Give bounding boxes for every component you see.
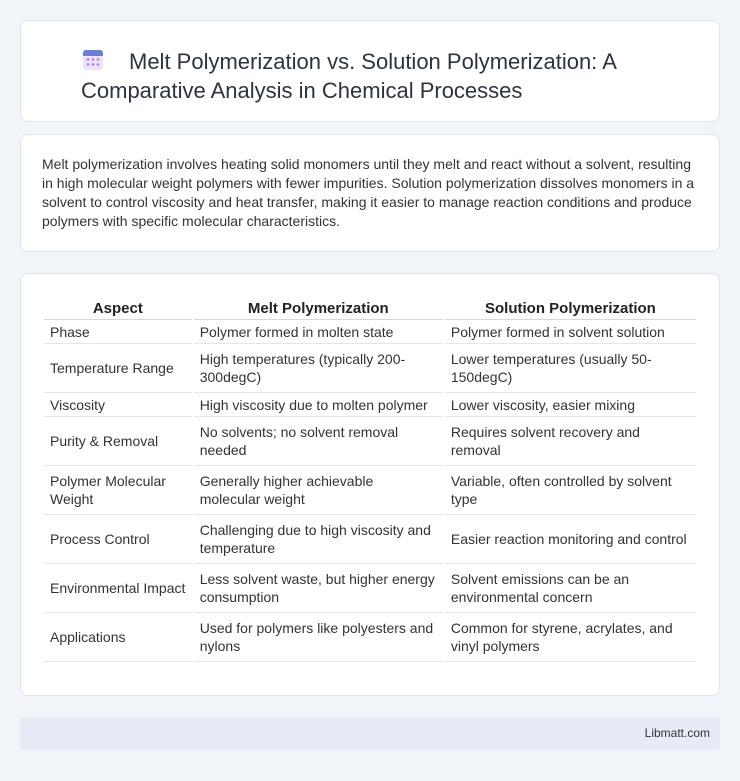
solution-cell: Lower viscosity, easier mixing bbox=[445, 393, 696, 417]
table-row bbox=[44, 320, 696, 344]
calendar-grid-icon bbox=[81, 48, 105, 72]
melt-cell: Generally higher achievable molecular weight bbox=[194, 466, 443, 515]
melt-cell: Challenging due to high viscosity and temperature bbox=[194, 515, 443, 564]
page-title: Melt Polymerization vs. Solution Polymerization: A Comparative Analysis in Chemical Processes bbox=[81, 49, 616, 103]
aspect-cell: Process Control bbox=[44, 515, 192, 564]
aspect-cell: Phase bbox=[44, 320, 192, 344]
summary-card bbox=[20, 134, 720, 252]
summary-text: Melt polymerization involves heating solid monomers until they melt and react without a solvent, resulting in high molecular weight polymers with fewer impurities. Solution polymerization dissolves monomers in a solvent to control viscosity and heat transfer, making it easier to manage reaction conditions and produce polymers with specific molecular characteristics. bbox=[42, 156, 695, 229]
footer-site-link[interactable]: Libmatt.com bbox=[644, 726, 710, 740]
melt-cell: Polymer formed in molten state bbox=[194, 320, 443, 344]
header-aspect: Aspect bbox=[44, 296, 192, 320]
table-row bbox=[44, 344, 696, 393]
table-row bbox=[44, 417, 696, 466]
aspect-cell: Applications bbox=[44, 613, 192, 662]
header-melt: Melt Polymerization bbox=[194, 296, 443, 320]
melt-cell: High viscosity due to molten polymer bbox=[194, 393, 443, 417]
solution-cell: Easier reaction monitoring and control bbox=[445, 515, 696, 564]
aspect-cell: Environmental Impact bbox=[44, 564, 192, 613]
aspect-cell: Viscosity bbox=[44, 393, 192, 417]
aspect-cell: Purity & Removal bbox=[44, 417, 192, 466]
solution-cell: Polymer formed in solvent solution bbox=[445, 320, 696, 344]
title-row bbox=[81, 47, 681, 105]
table-row bbox=[44, 393, 696, 417]
melt-cell: Used for polymers like polyesters and nylons bbox=[194, 613, 443, 662]
melt-cell: No solvents; no solvent removal needed bbox=[194, 417, 443, 466]
table-row bbox=[44, 613, 696, 662]
melt-cell: High temperatures (typically 200-300degC) bbox=[194, 344, 443, 393]
title-card bbox=[20, 20, 720, 122]
header-solution: Solution Polymerization bbox=[445, 296, 696, 320]
table-header-row bbox=[44, 296, 696, 320]
table-row bbox=[44, 515, 696, 564]
aspect-cell: Temperature Range bbox=[44, 344, 192, 393]
table-row bbox=[44, 466, 696, 515]
table-row bbox=[44, 564, 696, 613]
aspect-cell: Polymer Molecular Weight bbox=[44, 466, 192, 515]
solution-cell: Requires solvent recovery and removal bbox=[445, 417, 696, 466]
comparison-card bbox=[20, 273, 720, 696]
solution-cell: Lower temperatures (usually 50-150degC) bbox=[445, 344, 696, 393]
footer-bar bbox=[20, 717, 720, 750]
comparison-table bbox=[42, 296, 698, 662]
solution-cell: Solvent emissions can be an environmental concern bbox=[445, 564, 696, 613]
solution-cell: Common for styrene, acrylates, and vinyl polymers bbox=[445, 613, 696, 662]
melt-cell: Less solvent waste, but higher energy consumption bbox=[194, 564, 443, 613]
solution-cell: Variable, often controlled by solvent type bbox=[445, 466, 696, 515]
